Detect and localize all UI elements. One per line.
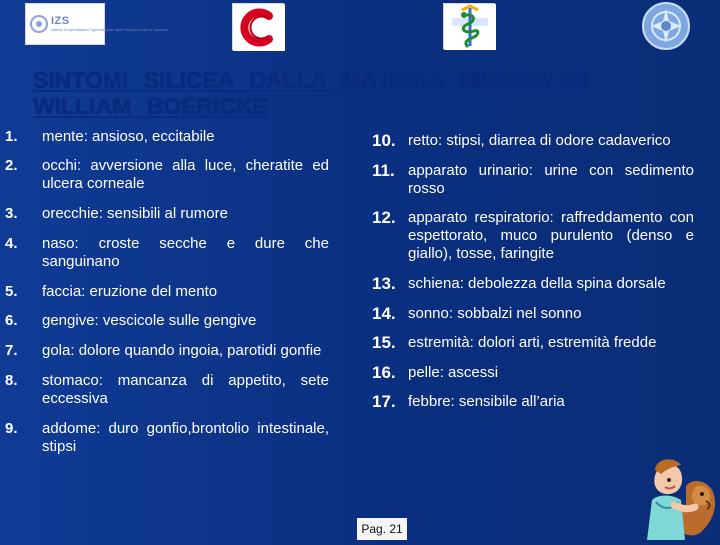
snake-staff-icon [443,3,495,49]
right-symptom-list [372,132,694,411]
symptom-text: pelle: ascessi [408,364,499,381]
symptom-item [5,235,329,271]
symptom-number: 14. [372,304,396,323]
symptom-text: febbre: sensibile all’aria [408,393,565,410]
veterinarian-dog-svg [638,452,720,540]
symptom-number: 6. [5,312,18,329]
emblem-svg [644,4,688,48]
symptom-number: 12. [372,208,396,227]
symptom-text: schiena: debolezza della spina dorsale [408,275,666,292]
symptom-item [372,275,694,293]
symptom-number: 11. [372,161,395,180]
symptom-text: naso: croste secche e dure che sanguinano [42,235,329,270]
symptom-number: 16. [372,363,396,382]
izs-logo-acronym: IZS [51,15,70,27]
slide-title: SINTOMI SILICEA DALLA MATERIA MEDICA DI WILLIAM BOERICKE [33,67,588,119]
symptom-number: 5. [5,283,18,300]
symptom-item [5,205,329,223]
symptom-item [5,342,329,360]
symptom-item [5,372,329,408]
symptom-item [372,393,694,411]
symptom-text: occhi: avversione alla luce, cheratite ed ulcera corneale [42,157,329,192]
page-number-box [357,518,407,540]
symptom-item [5,283,329,301]
symptom-item [372,334,694,352]
symptom-text: mente: ansioso, eccitabile [42,128,215,145]
izs-logo-icon [25,3,168,45]
symptom-item [5,420,329,456]
symptom-number: 3. [5,205,18,222]
symptom-item [372,364,694,382]
symptom-item [5,157,329,193]
symptom-text: gengive: vescicole sulle gengive [42,312,257,329]
symptom-text: estremità: dolori arti, estremità fredde [408,334,657,351]
symptom-text: apparato urinario: urine con sedimento rosso [408,162,694,197]
izs-logo-text [51,15,168,32]
symptom-number: 1. [5,128,18,145]
snake-staff-svg [444,4,496,50]
symptom-number: 4. [5,235,18,252]
symptom-text: retto: stipsi, diarrea di odore cadaverico [408,132,671,149]
symptom-item [372,132,694,150]
symptom-item [372,209,694,263]
izs-logo-mark [30,15,48,33]
symptom-number: 17. [372,392,396,411]
left-symptom-list [5,128,329,456]
symptom-text: addome: duro gonfio,brontolio intestinale, stipsi [42,420,329,455]
symptom-number: 10. [372,131,396,150]
symptom-item [5,312,329,330]
symptom-text: apparato respiratorio: raffreddamento con espettorato, muco purulento (denso e giallo), tosse, faringite [408,209,694,262]
symptom-number: 13. [372,274,396,293]
izs-logo-small-text: Istituto Zooprofilattico Sperimentale delle Regioni Lazio e Toscana [51,27,168,32]
veterinarian-dog-icon [638,452,720,540]
symptom-item [372,162,694,198]
symptom-text: orecchie: sensibili al rumore [42,205,228,222]
symptom-number: 9. [5,420,18,437]
symptom-text: sonno: sobbalzi nel sonno [408,305,582,322]
c-logo-svg [233,4,285,51]
symptom-number: 15. [372,333,396,352]
page-number-text: Pag. 21 [361,522,403,536]
symptom-text: gola: dolore quando ingoia, parotidi gonfie [42,342,322,359]
symptom-number: 8. [5,372,18,389]
header-logo-row [0,0,720,52]
c-logo-icon [232,3,284,50]
emblem-icon [642,2,690,50]
symptom-text: faccia: eruzione del mento [42,283,218,300]
symptom-item [372,305,694,323]
symptom-item [5,128,329,146]
symptom-number: 2. [5,157,18,174]
symptom-number: 7. [5,342,18,359]
symptom-text: stomaco: mancanza di appetito, sete eccessiva [42,372,329,407]
